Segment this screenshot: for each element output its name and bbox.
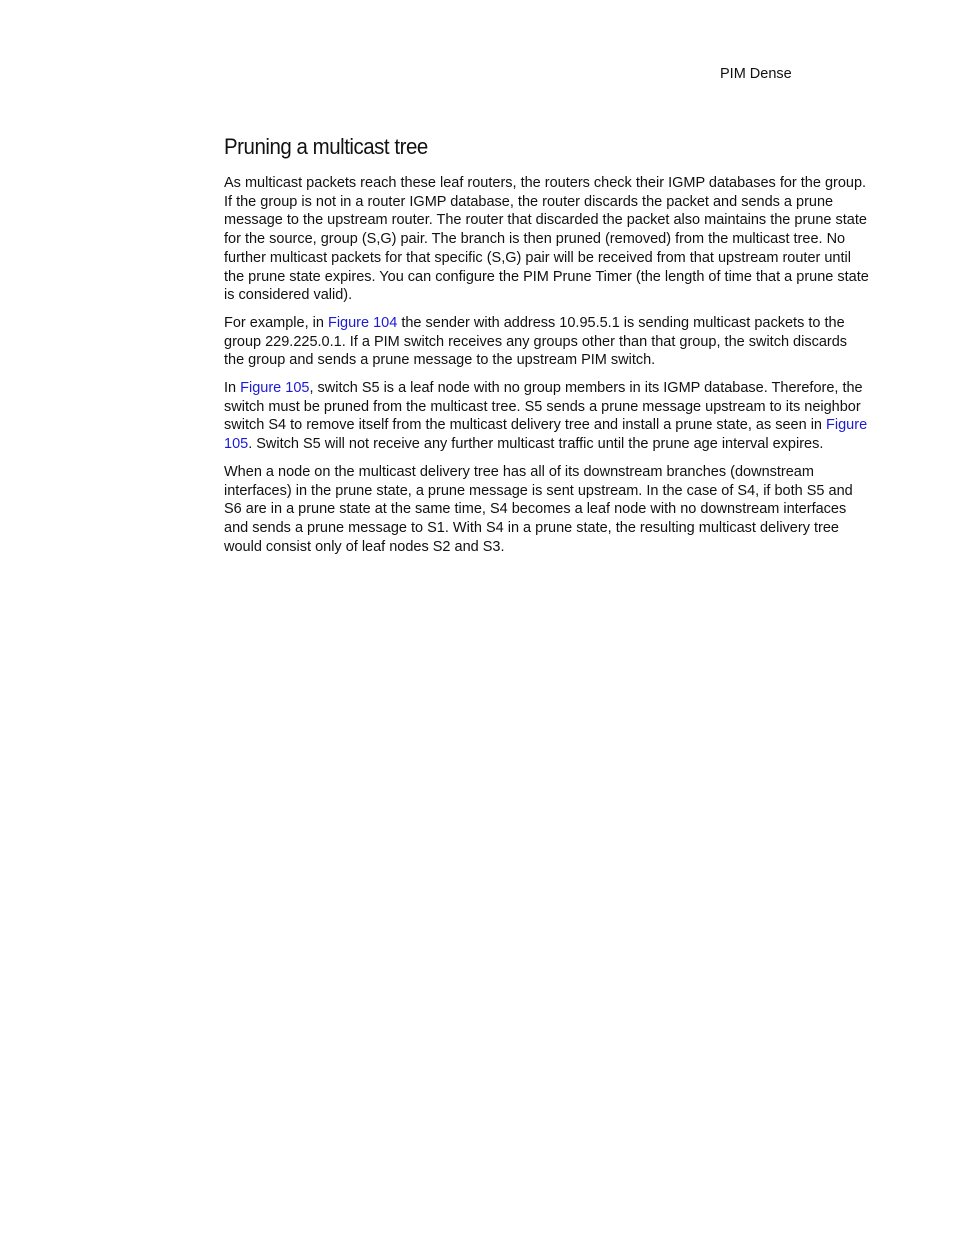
figure-105-link-second[interactable]: Figure 105 <box>224 417 868 453</box>
paragraph-3-text-1: In <box>224 380 241 397</box>
section-title: Pruning a multicast tree <box>224 134 428 159</box>
paragraph-3 <box>224 379 870 454</box>
paragraph-2 <box>224 314 870 370</box>
figure-104-link[interactable]: Figure 104 <box>327 314 398 331</box>
paragraph-3-text-2: , switch S5 is a leaf node with no group members in its IGMP database. Therefore, the switch must be pruned from the multicast tree. S5 sends a prune message upstream to its neighbor switch S4 to remove itself from the multicast delivery tree and install a prune state, as seen in <box>224 380 863 434</box>
paragraph-2-text-2: the sender with address 10.95.5.1 is sending multicast packets to the group 229.225.0.1. If a PIM switch receives any groups other than that group, the switch discards the group and sends a prune message to the upstream PIM switch. <box>224 314 848 369</box>
figure-105-link[interactable]: Figure 105 <box>240 380 310 397</box>
paragraph-1: As multicast packets reach these leaf routers, the routers check their IGMP databases for the group. If the group is not in a router IGMP database, the router discards the packet and sends a prune message to the upstream router. The router that discarded the packet also maintains the prune state for the source, group (S,G) pair. The branch is then pruned (removed) from the multicast tree. No further multicast packets for that specific (S,G) pair will be received from that upstream router until the prune state expires. You can configure the PIM Prune Timer (the length of time that a prune state is considered valid). <box>224 175 869 304</box>
page-content <box>224 133 870 565</box>
paragraph-3-text-3: . Switch S5 will not receive any further multicast traffic until the prune age interval expires. <box>248 436 824 453</box>
paragraph-2-text-1: For example, in <box>224 314 328 331</box>
paragraph-4: When a node on the multicast delivery tree has all of its downstream branches (downstream interfaces) in the prune state, a prune message is sent upstream. In the case of S4, if both S5 and S6 are in a prune state at the same time, S4 becomes a leaf node with no downstream interfaces and sends a prune message to S1. With S4 in a prune state, the resulting multicast delivery tree would consist only of leaf nodes S2 and S3. <box>224 463 853 555</box>
running-header: PIM Dense <box>720 66 792 82</box>
